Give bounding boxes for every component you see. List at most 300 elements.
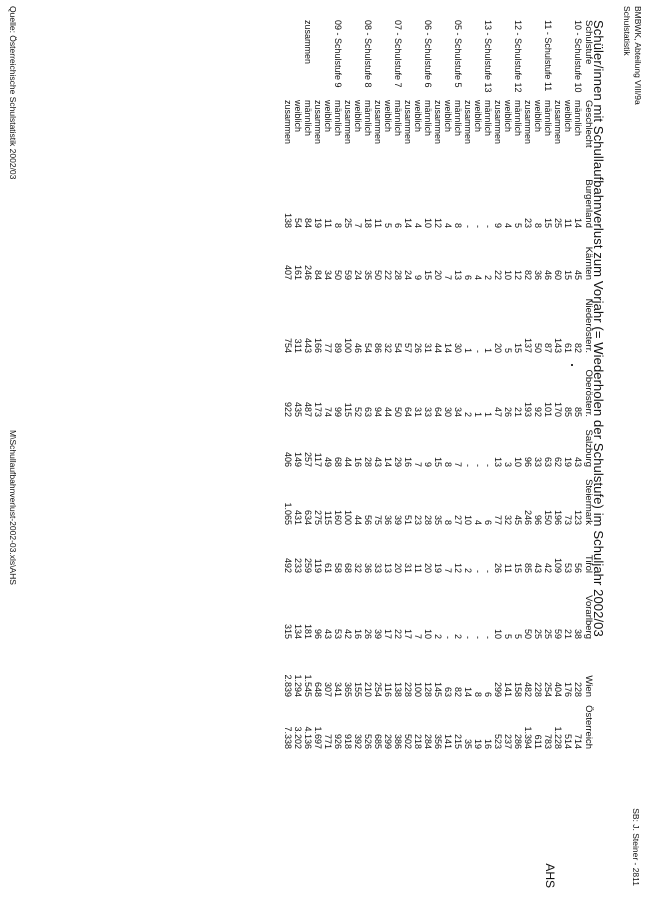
cell-salzburg: 16	[403, 456, 413, 467]
cell-schulstufe: zusammen	[303, 20, 313, 65]
cell-salzburg: 117	[313, 452, 323, 467]
table-row	[543, 20, 553, 749]
cell-schulstufe: 11 - Schulstufe 11	[543, 20, 553, 92]
cell-niederoesterreich: 86	[373, 342, 383, 353]
cell-niederoesterreich: 30	[453, 342, 463, 353]
table-row	[363, 20, 373, 749]
cell-steiermark: 28	[423, 514, 433, 525]
cell-niederoesterreich: -	[473, 350, 483, 353]
cell-tirol: 19	[433, 562, 443, 573]
cell-wien: 158	[513, 681, 523, 697]
cell-tirol: 61	[323, 562, 333, 573]
cell-oesterreich: 7.338	[283, 726, 293, 749]
cell-steiermark: 77	[493, 514, 503, 525]
cell-kaernten: 2	[483, 274, 493, 280]
cell-steiermark: 44	[353, 514, 363, 525]
cell-geschlecht: männlich	[483, 100, 493, 137]
cell-oesterreich: 218	[413, 733, 423, 749]
cell-oberoesterreich: 26	[503, 406, 513, 417]
cell-oesterreich: 611	[533, 734, 543, 749]
cell-kaernten: 7	[443, 274, 453, 280]
cell-kaernten: 15	[423, 269, 433, 280]
cell-geschlecht: weiblich	[383, 100, 393, 133]
cell-niederoesterreich: 15	[513, 342, 523, 353]
cell-salzburg: 63	[543, 456, 553, 467]
cell-wien: 82	[453, 686, 463, 697]
cell-burgenland: 8	[533, 222, 543, 228]
cell-oesterreich: 35	[463, 738, 473, 749]
cell-salzburg: 10	[513, 456, 523, 467]
cell-niederoesterreich: 311	[293, 338, 303, 353]
cell-wien: 228	[573, 681, 583, 697]
cell-kaernten: 10	[503, 269, 513, 280]
cell-wien: 128	[423, 681, 433, 697]
cell-salzburg: 43	[573, 456, 583, 467]
table-row	[483, 20, 493, 749]
cell-burgenland: 11	[323, 218, 333, 228]
cell-kaernten: 46	[543, 269, 553, 280]
cell-niederoesterreich: 57	[403, 342, 413, 353]
cell-wien: 210	[363, 681, 373, 697]
cell-oesterreich: 286	[513, 733, 523, 749]
cell-vorarlberg: 10	[493, 628, 503, 639]
cell-oberoesterreich: 101	[543, 401, 553, 417]
cell-vorarlberg: 17	[383, 628, 393, 639]
cell-geschlecht: männlich	[363, 100, 373, 137]
cell-steiermark: 39	[393, 514, 403, 525]
cell-salzburg: 7	[453, 461, 463, 467]
data-table	[283, 20, 595, 749]
cell-kaernten: 82	[523, 269, 533, 280]
cell-vorarlberg: 25	[533, 628, 543, 639]
cell-tirol: 2	[463, 567, 473, 573]
header-col-tirol: Tirol	[583, 554, 594, 573]
cell-geschlecht: zusammen	[373, 100, 383, 145]
cell-geschlecht: männlich	[513, 100, 523, 137]
cell-oberoesterreich: 50	[393, 406, 403, 417]
cell-vorarlberg: 50	[523, 628, 533, 639]
cell-burgenland: 14	[573, 217, 583, 228]
cell-niederoesterreich: 82	[573, 342, 583, 353]
cell-niederoesterreich: 54	[363, 342, 373, 353]
cell-oberoesterreich: 115	[343, 402, 353, 417]
cell-wien: 228	[403, 681, 413, 697]
cell-tirol: 68	[343, 562, 353, 573]
cell-oesterreich: 523	[493, 733, 503, 749]
cell-oberoesterreich: 30	[443, 406, 453, 417]
cell-vorarlberg: 134	[293, 623, 303, 639]
cell-kaernten: 36	[533, 269, 543, 280]
cell-oberoesterreich: 34	[453, 406, 463, 417]
cell-schulstufe	[403, 20, 413, 100]
cell-tirol: 119	[313, 558, 323, 573]
cell-tirol: 15	[513, 562, 523, 573]
cell-wien: 155	[353, 681, 363, 697]
table-row	[313, 20, 323, 749]
table-row	[533, 20, 543, 749]
cell-oesterreich: 1.394	[523, 726, 533, 749]
author-line: SB: J. Steiner - 2811	[631, 808, 641, 886]
cell-geschlecht: männlich	[573, 100, 583, 137]
cell-wien: 254	[373, 681, 383, 697]
cell-tirol: 13	[383, 562, 393, 573]
cell-oesterreich: 514	[563, 733, 573, 749]
table-row	[393, 20, 403, 749]
cell-tirol: 42	[543, 562, 553, 573]
cell-tirol: -	[473, 570, 483, 573]
cell-vorarlberg: -	[443, 636, 453, 639]
cell-oesterreich: 141	[443, 733, 453, 749]
cell-vorarlberg: 53	[333, 628, 343, 639]
header-col-geschlecht: Geschlecht	[583, 100, 594, 148]
cell-oesterreich: 771	[323, 733, 333, 749]
cell-wien: 404	[553, 681, 563, 697]
table-row	[573, 20, 583, 749]
cell-burgenland: 84	[303, 217, 313, 228]
cell-geschlecht: weiblich	[503, 100, 513, 133]
cell-niederoesterreich: 26	[413, 342, 423, 353]
cell-vorarlberg: 38	[573, 628, 583, 639]
cell-oberoesterreich: 44	[383, 406, 393, 417]
cell-wien: 1.545	[303, 674, 313, 697]
cell-vorarlberg: 2	[453, 633, 463, 639]
cell-wien: 8	[473, 691, 483, 697]
cell-schulstufe: 12 - Schulstufe 12	[513, 20, 523, 93]
cell-burgenland: 11	[563, 218, 573, 228]
cell-tirol: 12	[453, 562, 463, 573]
cell-niederoesterreich: 89	[333, 342, 343, 353]
table-row	[303, 20, 313, 749]
cell-kaernten: 161	[293, 264, 303, 280]
cell-kaernten: 22	[383, 269, 393, 280]
cell-burgenland: 10	[423, 217, 433, 228]
cell-geschlecht: weiblich	[443, 100, 453, 133]
cell-schulstufe	[343, 20, 353, 100]
cell-salzburg: 8	[443, 461, 453, 467]
cell-schulstufe	[283, 20, 293, 100]
cell-tirol: 43	[533, 562, 543, 573]
table-row	[503, 20, 513, 749]
cell-steiermark: 123	[573, 509, 583, 525]
cell-salzburg: 43	[373, 456, 383, 467]
cell-salzburg: 257	[303, 451, 313, 467]
cell-kaernten: 22	[493, 269, 503, 280]
cell-burgenland: 23	[523, 217, 533, 228]
cell-niederoesterreich: 143	[553, 337, 563, 353]
cell-kaernten: 60	[553, 269, 563, 280]
cell-schulstufe	[533, 20, 543, 100]
cell-wien: 138	[393, 681, 403, 697]
cell-oberoesterreich: 173	[313, 401, 323, 417]
cell-kaernten: 246	[303, 264, 313, 280]
cell-oberoesterreich: 435	[293, 401, 303, 417]
cell-kaernten: 6	[463, 274, 473, 280]
cell-burgenland: 54	[293, 217, 303, 228]
table-row	[563, 20, 573, 749]
cell-oesterreich: 299	[383, 733, 393, 749]
cell-schulstufe: 09 - Schulstufe 9	[333, 20, 343, 88]
cell-oesterreich: 1.697	[313, 726, 323, 749]
cell-burgenland: 11	[373, 218, 383, 228]
cell-steiermark: 56	[363, 514, 373, 525]
table-row	[493, 20, 503, 749]
cell-burgenland: 5	[513, 222, 523, 228]
cell-niederoesterreich: 1	[483, 347, 493, 353]
cell-tirol: 53	[563, 562, 573, 573]
header-col-schulstufe: Schulstufe	[583, 20, 594, 65]
cell-wien: 145	[433, 681, 443, 697]
cell-salzburg: 33	[533, 456, 543, 467]
cell-geschlecht: männlich	[423, 100, 433, 137]
cell-niederoesterreich: 31	[423, 342, 433, 353]
cell-wien: 307	[323, 681, 333, 697]
cell-oberoesterreich: 85	[563, 406, 573, 417]
cell-vorarlberg: 10	[423, 628, 433, 639]
table-row	[463, 20, 473, 749]
table-row	[413, 20, 423, 749]
cell-vorarlberg: 2	[433, 633, 443, 639]
cell-geschlecht: weiblich	[473, 100, 483, 133]
cell-oesterreich: 502	[403, 733, 413, 749]
cell-tirol: 56	[573, 562, 583, 573]
table-row	[453, 20, 463, 749]
cell-steiermark: 634	[303, 509, 313, 525]
cell-salzburg: 9	[423, 461, 433, 467]
cell-kaernten: 20	[433, 269, 443, 280]
cell-oesterreich: 3.202	[293, 726, 303, 749]
cell-burgenland: -	[483, 225, 493, 228]
cell-tirol: 233	[293, 557, 303, 573]
cell-oesterreich: 284	[423, 733, 433, 749]
cell-oberoesterreich: 99	[333, 406, 343, 417]
cell-kaernten: 50	[373, 269, 383, 280]
header-col-oberoesterreich: Oberösterr.	[583, 369, 594, 417]
header-col-vorarlberg: Vorarlberg	[583, 595, 594, 639]
cell-tirol: 85	[523, 562, 533, 573]
cell-oesterreich: 4.136	[303, 726, 313, 749]
table-row	[443, 20, 453, 749]
cell-oberoesterreich: 1	[483, 411, 493, 417]
cell-burgenland: 15	[543, 217, 553, 228]
cell-kaernten: 84	[313, 269, 323, 280]
cell-geschlecht: zusammen	[523, 100, 533, 145]
cell-wien: 1.294	[293, 674, 303, 697]
cell-oberoesterreich: 31	[413, 406, 423, 417]
cell-oberoesterreich: 52	[353, 406, 363, 417]
table-row	[353, 20, 363, 749]
table-row	[373, 20, 383, 749]
cell-kaernten: 12	[513, 269, 523, 280]
cell-burgenland: 4	[443, 222, 453, 228]
cell-oberoesterreich: 94	[373, 406, 383, 417]
header-col-wien: Wien	[583, 675, 594, 697]
cell-burgenland: 7	[353, 222, 363, 228]
cell-geschlecht: zusammen	[283, 100, 293, 145]
cell-vorarlberg: -	[463, 636, 473, 639]
cell-niederoesterreich: 137	[523, 337, 533, 353]
cell-oesterreich: 1.228	[553, 726, 563, 749]
cell-steiermark: 4	[473, 519, 483, 525]
cell-oesterreich: 714	[573, 733, 583, 749]
cell-geschlecht: zusammen	[343, 100, 353, 145]
cell-steiermark: 100	[343, 509, 353, 525]
cell-wien: 6	[483, 691, 493, 697]
cell-salzburg: 29	[393, 456, 403, 467]
cell-oberoesterreich: 170	[553, 401, 563, 417]
cell-schulstufe	[293, 20, 303, 100]
cell-oberoesterreich: 85	[573, 406, 583, 417]
school-type-label: AHS	[543, 863, 557, 888]
header-col-kaernten: Kärnten	[583, 246, 594, 280]
cell-schulstufe: 13 - Schulstufe 13	[483, 20, 493, 93]
cell-schulstufe: 07 - Schulstufe 7	[393, 20, 403, 88]
document-title: Schüler/innen mit Schullaufbahnverlust zum Vorjahr (= Wiederholen der Schulstufe) im Schuljahr 2002/03	[591, 20, 606, 637]
header-col-salzburg: Salzburg	[583, 429, 594, 467]
cell-kaernten: 24	[403, 269, 413, 280]
cell-tirol: 58	[333, 562, 343, 573]
cell-wien: 254	[543, 681, 553, 697]
cell-oesterreich: 526	[363, 733, 373, 749]
cell-schulstufe	[353, 20, 363, 100]
cell-wien: 141	[503, 681, 513, 697]
cell-geschlecht: weiblich	[413, 100, 423, 133]
table-row	[383, 20, 393, 749]
cell-steiermark: 246	[523, 509, 533, 525]
table-row	[513, 20, 523, 749]
cell-steiermark: 196	[553, 509, 563, 525]
cell-niederoesterreich: 61	[563, 342, 573, 353]
cell-oesterreich: 386	[393, 733, 403, 749]
cell-geschlecht: zusammen	[493, 100, 503, 145]
cell-steiermark: 32	[503, 514, 513, 525]
cell-tirol: 11	[503, 563, 513, 573]
org-line-2: Schulstatistik	[622, 6, 632, 56]
cell-burgenland: -	[473, 225, 483, 228]
cell-tirol: 7	[443, 567, 453, 573]
cell-kaernten: 4	[473, 274, 483, 280]
cell-wien: 365	[343, 681, 353, 697]
cell-steiermark: 1.065	[283, 502, 293, 525]
cell-niederoesterreich: 1	[463, 347, 473, 353]
cell-niederoesterreich: 443	[303, 337, 313, 353]
cell-vorarlberg: 5	[503, 633, 513, 639]
header-col-burgenland: Burgenland	[583, 179, 594, 228]
cell-schulstufe	[473, 20, 483, 100]
cell-oesterreich: 926	[333, 733, 343, 749]
cell-salzburg: 62	[553, 456, 563, 467]
cell-vorarlberg: 181	[303, 623, 313, 639]
cell-burgenland: 25	[553, 217, 563, 228]
cell-steiermark: 36	[383, 514, 393, 525]
cell-steiermark: 160	[333, 509, 343, 525]
cell-tirol: 11	[413, 563, 423, 573]
cell-oberoesterreich: 1	[473, 411, 483, 417]
cell-steiermark: 10	[463, 514, 473, 525]
cell-tirol: 20	[393, 562, 403, 573]
cell-geschlecht: weiblich	[323, 100, 333, 133]
cell-schulstufe	[523, 20, 533, 100]
cell-geschlecht: männlich	[393, 100, 403, 137]
cell-steiermark: 75	[373, 514, 383, 525]
cell-salzburg: 13	[493, 456, 503, 467]
cell-schulstufe: 10 - Schulstufe 10	[573, 20, 583, 93]
cell-burgenland: -	[463, 225, 473, 228]
cell-niederoesterreich: 44	[433, 342, 443, 353]
cell-vorarlberg: 5	[513, 633, 523, 639]
cell-oberoesterreich: 64	[403, 406, 413, 417]
cell-kaernten: 59	[343, 269, 353, 280]
cell-tirol: 26	[493, 562, 503, 573]
cell-kaernten: 13	[453, 269, 463, 280]
cell-oesterreich: 685	[373, 733, 383, 749]
cell-oesterreich: 392	[353, 733, 363, 749]
cell-kaernten: 9	[413, 274, 423, 280]
cell-oberoesterreich: 47	[493, 406, 503, 417]
cell-geschlecht: weiblich	[293, 100, 303, 133]
cell-burgenland: 8	[453, 222, 463, 228]
cell-niederoesterreich: 20	[493, 342, 503, 353]
cell-geschlecht: männlich	[333, 100, 343, 137]
cell-burgenland: 8	[333, 222, 343, 228]
cell-wien: 299	[493, 681, 503, 697]
cell-wien: 63	[443, 686, 453, 697]
cell-tirol: 109	[553, 557, 563, 573]
cell-niederoesterreich: 14	[443, 342, 453, 353]
cell-burgenland: 12	[433, 217, 443, 228]
cell-geschlecht: weiblich	[563, 100, 573, 133]
cell-geschlecht: zusammen	[313, 100, 323, 145]
cell-steiermark: 6	[483, 519, 493, 525]
cell-niederoesterreich: 87	[543, 342, 553, 353]
cell-geschlecht: männlich	[453, 100, 463, 137]
cell-schulstufe	[493, 20, 503, 100]
cell-niederoesterreich: 54	[393, 342, 403, 353]
cell-salzburg: 49	[323, 456, 333, 467]
cell-steiermark: 51	[403, 514, 413, 525]
cell-oesterreich: 19	[473, 738, 483, 749]
cell-steiermark: 431	[293, 509, 303, 525]
cell-tirol: 259	[303, 557, 313, 573]
cell-schulstufe	[553, 20, 563, 100]
cell-vorarlberg: 315	[283, 623, 293, 639]
cell-kaernten: 407	[283, 264, 293, 280]
cell-salzburg: 14	[383, 456, 393, 467]
cell-salzburg: -	[483, 464, 493, 467]
cell-schulstufe	[503, 20, 513, 100]
org-line-1: BMBWK, Abteilung VIII/9a	[633, 6, 643, 105]
footer-source: Quelle: Österreichische Schulstatistik 2002/03	[8, 6, 18, 180]
cell-geschlecht: zusammen	[553, 100, 563, 145]
table-row	[333, 20, 343, 749]
cell-schulstufe	[323, 20, 333, 100]
cell-vorarlberg: 43	[323, 628, 333, 639]
cell-salzburg: 96	[523, 456, 533, 467]
cell-wien: 116	[383, 682, 393, 697]
cell-burgenland: 25	[343, 217, 353, 228]
table-row	[553, 20, 563, 749]
cell-niederoesterreich: 166	[313, 337, 323, 353]
cell-schulstufe	[443, 20, 453, 100]
cell-salzburg: -	[463, 464, 473, 467]
cell-oberoesterreich: 33	[423, 406, 433, 417]
cell-steiermark: 35	[433, 514, 443, 525]
cell-vorarlberg: -	[483, 636, 493, 639]
cell-vorarlberg: 7	[413, 633, 423, 639]
cell-oberoesterreich: 21	[513, 406, 523, 417]
cell-tirol: 36	[363, 562, 373, 573]
cell-oberoesterreich: 63	[363, 406, 373, 417]
cell-schulstufe	[433, 20, 443, 100]
